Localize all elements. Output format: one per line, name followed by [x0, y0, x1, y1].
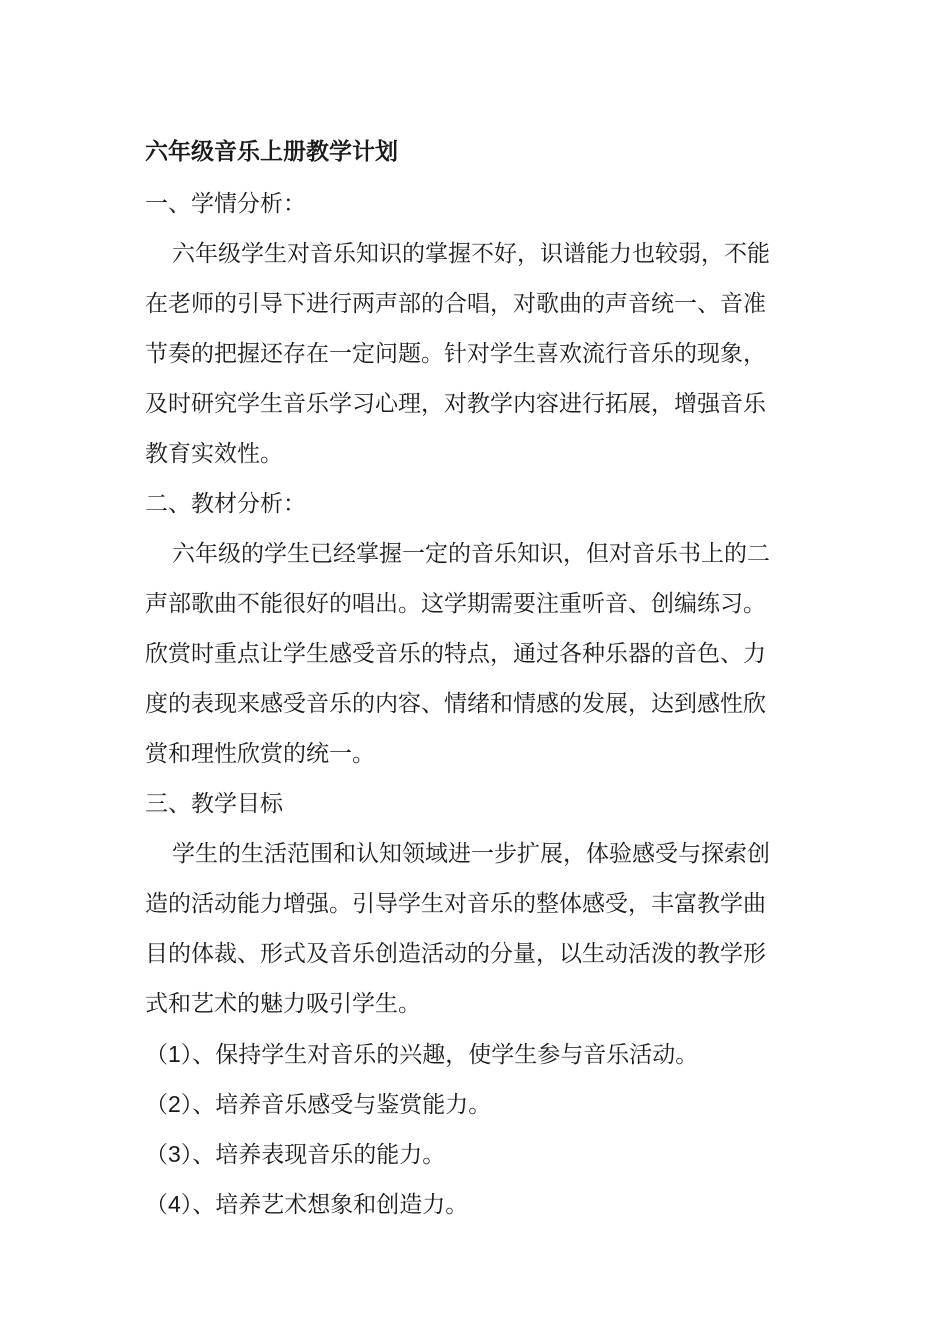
paragraph-line: 造的活动能力增强。引导学生对音乐的整体感受，丰富教学曲 [145, 891, 766, 917]
paragraph-line: 学生的生活范围和认知领域进一步扩展，体验感受与探索创 [172, 841, 770, 867]
goal-text: 、培养音乐感受与鉴赏能力。 [192, 1092, 492, 1118]
document-page [145, 125, 797, 1229]
section-teaching-goals [145, 779, 797, 1029]
paragraph-line: 教育实效性。 [145, 441, 283, 467]
section-heading: 三、教学目标 [145, 791, 283, 817]
paragraph-line: 度的表现来感受音乐的内容、情绪和情感的发展，达到感性欣 [145, 691, 766, 717]
paragraph-line: 六年级的学生已经掌握一定的音乐知识，但对音乐书上的二 [172, 541, 770, 567]
section-paragraph [145, 829, 797, 1029]
goal-text: 、保持学生对音乐的兴趣，使学生参与音乐活动。 [192, 1042, 699, 1068]
goal-text: 、培养表现音乐的能力。 [192, 1142, 446, 1168]
paragraph-line: 赏和理性欣赏的统一。 [145, 741, 375, 767]
paragraph-line: 目的体裁、形式及音乐创造活动的分量，以生动活泼的教学形 [145, 941, 766, 967]
section-heading: 二、教材分析： [145, 491, 306, 517]
section-material-analysis [145, 479, 797, 779]
goal-number: （1） [145, 1041, 193, 1067]
goal-number: （2） [145, 1091, 193, 1117]
goal-item [145, 1179, 797, 1229]
document-title: 六年级音乐上册教学计划 [145, 138, 398, 165]
goal-number: （4） [145, 1191, 193, 1217]
goal-item [145, 1079, 797, 1129]
paragraph-line: 声部歌曲不能很好的唱出。这学期需要注重听音、创编练习。 [145, 591, 766, 617]
paragraph-line: 节奏的把握还存在一定问题。针对学生喜欢流行音乐的现象， [145, 341, 766, 367]
goals-list [145, 1029, 797, 1229]
section-paragraph [145, 229, 797, 479]
goal-item [145, 1029, 797, 1079]
goal-text: 、培养艺术想象和创造力。 [192, 1192, 469, 1218]
goal-item [145, 1129, 797, 1179]
paragraph-line: 式和艺术的魅力吸引学生。 [145, 991, 421, 1017]
section-learning-analysis [145, 179, 797, 479]
goal-number: （3） [145, 1141, 193, 1167]
paragraph-line: 在老师的引导下进行两声部的合唱，对歌曲的声音统一、音准 [145, 291, 766, 317]
paragraph-line: 欣赏时重点让学生感受音乐的特点，通过各种乐器的音色、力 [145, 641, 766, 667]
paragraph-line: 及时研究学生音乐学习心理，对教学内容进行拓展，增强音乐 [145, 391, 766, 417]
section-paragraph [145, 529, 797, 779]
section-heading: 一、学情分析： [145, 191, 306, 217]
paragraph-line: 六年级学生对音乐知识的掌握不好，识谱能力也较弱，不能 [172, 241, 770, 267]
